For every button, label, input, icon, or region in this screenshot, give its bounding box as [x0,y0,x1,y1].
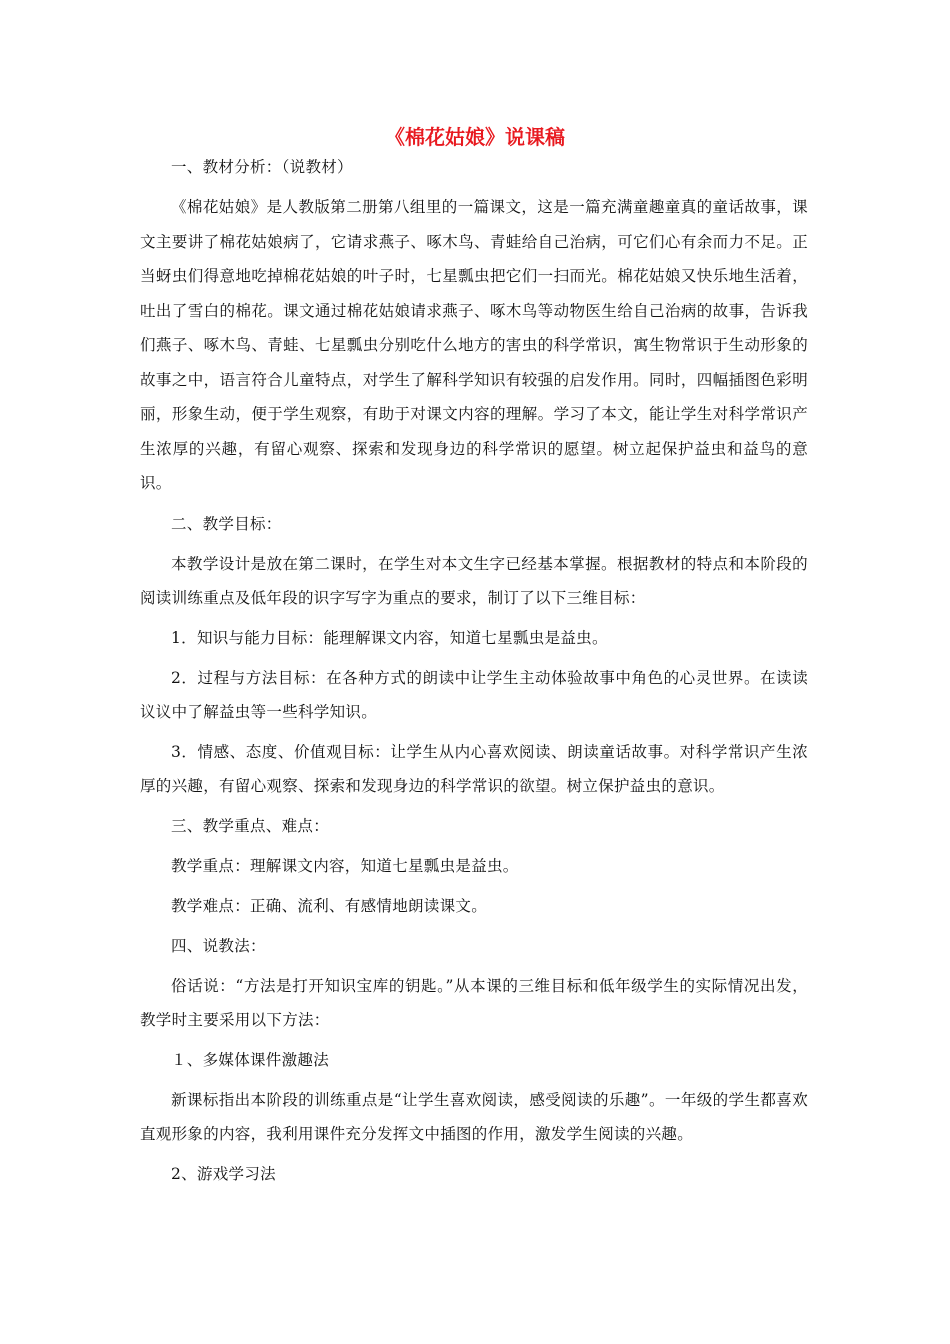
paragraph-methods-intro: 俗话说：“方法是打开知识宝库的钥匙。”从本课的三维目标和低年级学生的实际情况出发，教学时主要采用以下方法： [140,976,808,1029]
section-heading-teaching-methods: 四、说教法： [171,936,266,955]
section-heading-textbook-analysis: 一、教材分析：（说教材） [171,158,353,176]
document-title: 《棉花姑娘》说课稿 [385,125,565,149]
goal-process-method: 2．过程与方法目标：在各种方式的朗读中让学生主动体验故事中角色的心灵世界。在读读议议中了解益虫等一些科学知识。 [140,668,808,721]
paragraph-textbook-analysis: 《棉花姑娘》是人教版第二册第八组里的一篇课文，这是一篇充满童趣童真的童话故事，课文主要讲了棉花姑娘病了，它请求燕子、啄木鸟、青蛙给自己治病，可它们心有余而力不足。正当蚜虫们得意地吃掉棉花姑娘的叶子时，七星瓢虫把它们一扫而光。棉花姑娘又快乐地生活着，吐出了雪白的棉花。课文通过棉花姑娘请求燕子、啄木鸟等动物医生给自己治病的故事，告诉我们燕子、啄木鸟、青蛙、七星瓢虫分别吃什么地方的害虫的科学常识，寓生物常识于生动形象的故事之中，语言符合儿童特点，对学生了解科学知识有较强的启发作用。同时，四幅插图色彩明丽，形象生动，便于学生观察，有助于对课文内容的理解。学习了本文，能让学生对科学常识产生浓厚的兴趣，有留心观察、探索和发现身边的科学常识的愿望。树立起保护益虫和益鸟的意识。 [140,198,808,492]
paragraph-multimedia-method: 新课标指出本阶段的训练重点是“让学生喜欢阅读，感受阅读的乐趣”。一年级的学生都喜欢直观形象的内容，我利用课件充分发挥文中插图的作用，激发学生阅读的兴趣。 [140,1090,808,1143]
key-point: 教学重点：理解课文内容，知道七星瓢虫是益虫。 [171,856,519,875]
section-heading-teaching-goals: 二、教学目标： [171,514,282,533]
method-multimedia-heading: １、多媒体课件激趣法 [171,1050,330,1069]
paragraph-teaching-design: 本教学设计是放在第二课时，在学生对本文生字已经基本掌握。根据教材的特点和本阶段的阅读训练重点及低年段的识字写字为重点的要求，制订了以下三维目标： [140,554,808,607]
document-body [140,150,808,1191]
method-game-heading: 2、游戏学习法 [171,1164,276,1183]
goal-knowledge-ability: 1．知识与能力目标：能理解课文内容，知道七星瓢虫是益虫。 [171,628,608,647]
difficult-point: 教学难点：正确、流利、有感情地朗读课文。 [171,896,488,915]
goal-emotion-attitude: 3．情感、态度、价值观目标：让学生从内心喜欢阅读、朗读童话故事。对科学常识产生浓厚的兴趣，有留心观察、探索和发现身边的科学常识的欲望。树立保护益虫的意识。 [140,742,808,795]
section-heading-key-difficult-points: 三、教学重点、难点： [171,816,330,835]
